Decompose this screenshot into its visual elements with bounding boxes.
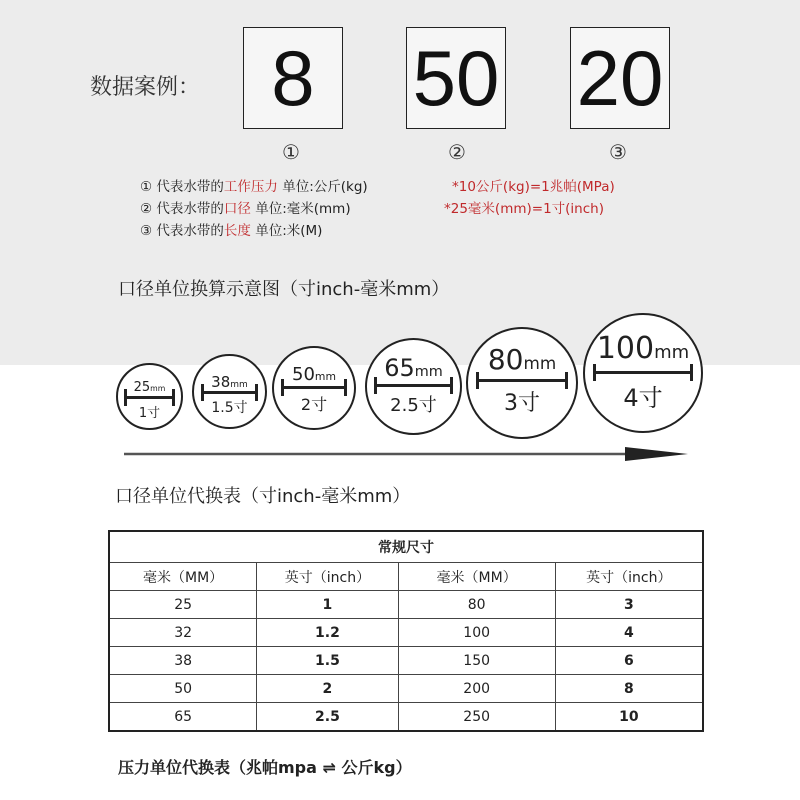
dimension-bar	[281, 386, 347, 389]
table-cell: 6	[555, 647, 703, 675]
legend-prefix: ② 代表水带的	[140, 201, 224, 217]
table-row	[109, 647, 703, 675]
legend-prefix: ① 代表水带的	[140, 179, 224, 195]
dimension-bar	[476, 379, 568, 382]
circle-inch-label: 1寸	[138, 406, 161, 421]
circle-inch-label: 1.5寸	[211, 400, 248, 416]
dimension-bar	[124, 396, 175, 399]
circle-inch-label: 3寸	[504, 391, 540, 416]
legend-pressure-note: *10公斤(kg)=1兆帕(MPa)	[452, 179, 615, 195]
circle-mm-label: 38mm	[211, 373, 248, 391]
table-cell: 1.5	[257, 647, 398, 675]
legend-unit: 单位:公斤(kg)	[277, 179, 368, 195]
legend-highlight: 长度	[223, 223, 251, 239]
table-cell: 10	[555, 703, 703, 732]
diameter-value-box: 50	[406, 27, 506, 129]
top-background	[0, 0, 800, 365]
table-cell: 4	[555, 619, 703, 647]
circle-65mm	[365, 338, 462, 435]
example-label: 数据案例：	[90, 75, 201, 100]
legend-prefix: ③ 代表水带的	[140, 223, 224, 239]
circle-inch-label: 2.5寸	[390, 395, 437, 416]
dimension-bar	[201, 391, 258, 394]
circle-38mm	[192, 354, 267, 429]
column-header: 毫米（MM）	[398, 563, 555, 591]
table-cell: 3	[555, 591, 703, 619]
circle-mm-label: 80mm	[487, 343, 557, 376]
circle-inch-label: 2寸	[300, 395, 328, 414]
diagram-title: 口径单位换算示意图（寸inch-毫米mm）	[118, 279, 450, 300]
table-cell: 2	[257, 675, 398, 703]
marker-1: ①	[282, 140, 300, 164]
table-cell: 2.5	[257, 703, 398, 732]
table-cell: 80	[398, 591, 555, 619]
circle-inch-label: 4寸	[623, 384, 663, 412]
circle-80mm	[466, 327, 578, 439]
dimension-bar	[374, 384, 453, 387]
size-arrow	[120, 446, 690, 462]
table-cell: 200	[398, 675, 555, 703]
column-header: 毫米（MM）	[109, 563, 257, 591]
table-row	[109, 591, 703, 619]
legend-pressure	[140, 175, 368, 195]
table-cell: 38	[109, 647, 257, 675]
table-cell: 25	[109, 591, 257, 619]
conversion-table	[108, 530, 704, 732]
legend-length	[140, 219, 322, 239]
column-header: 英寸（inch）	[257, 563, 398, 591]
circle-mm-label: 25mm	[133, 380, 166, 395]
legend-diameter	[140, 197, 351, 217]
table-row	[109, 703, 703, 732]
table-cell: 100	[398, 619, 555, 647]
table-row	[109, 675, 703, 703]
table-cell: 65	[109, 703, 257, 732]
table-cell: 32	[109, 619, 257, 647]
legend-diameter-note: *25毫米(mm)=1寸(inch)	[444, 201, 604, 217]
legend-highlight: 口径	[223, 201, 251, 217]
table-cell: 8	[555, 675, 703, 703]
circle-mm-label: 100mm	[596, 331, 690, 366]
legend-highlight: 工作压力	[223, 179, 278, 195]
circle-50mm	[272, 346, 356, 430]
legend-unit: 单位:米(M)	[250, 223, 323, 239]
table-title: 口径单位代换表（寸inch-毫米mm）	[115, 486, 411, 507]
table-cell: 50	[109, 675, 257, 703]
pressure-value-box: 8	[243, 27, 343, 129]
legend-unit: 单位:毫米(mm)	[250, 201, 351, 217]
circle-25mm	[116, 363, 183, 430]
table-cell: 1.2	[257, 619, 398, 647]
length-value-box: 20	[570, 27, 670, 129]
table-cell: 250	[398, 703, 555, 732]
circle-mm-label: 50mm	[292, 364, 336, 385]
circle-mm-label: 65mm	[384, 354, 443, 382]
table-row	[109, 619, 703, 647]
marker-3: ③	[609, 140, 627, 164]
table-header: 常规尺寸	[109, 531, 703, 563]
marker-2: ②	[448, 140, 466, 164]
table-cell: 150	[398, 647, 555, 675]
table-cell: 1	[257, 591, 398, 619]
column-header: 英寸（inch）	[555, 563, 703, 591]
dimension-bar	[593, 371, 693, 374]
circle-100mm	[583, 313, 703, 433]
pressure-title: 压力单位代换表（兆帕mpa ⇌ 公斤kg）	[118, 758, 412, 777]
